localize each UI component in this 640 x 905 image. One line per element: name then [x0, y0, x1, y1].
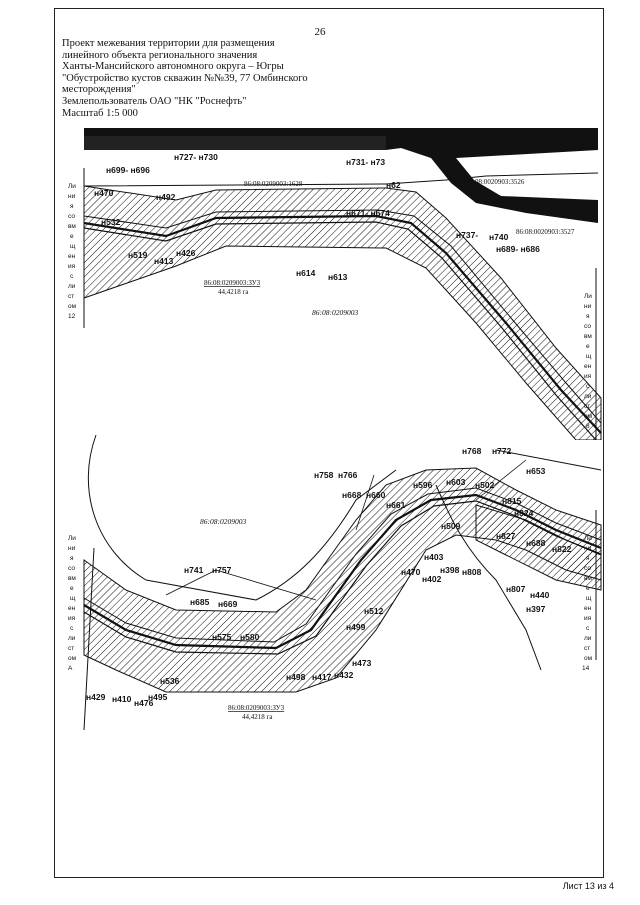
- point-label: н685: [190, 597, 210, 607]
- point-label: н473: [352, 658, 372, 668]
- point-label: н492: [156, 192, 176, 202]
- svg-text:с: с: [586, 625, 590, 632]
- point-label: н575: [212, 632, 232, 642]
- top-map-fragment: [56, 128, 602, 440]
- parcel-number-zu3: 86:08:0209003:ЗУ3: [204, 279, 261, 287]
- cadastral-quarter: 86:08:0209003: [200, 517, 247, 526]
- svg-text:вм: вм: [584, 333, 592, 340]
- point-label: н426: [176, 248, 196, 258]
- point-label: н519: [128, 250, 148, 260]
- point-label: н689- н686: [496, 244, 540, 254]
- point-label: н512: [364, 606, 384, 616]
- svg-text:со: со: [584, 323, 591, 330]
- point-label: н410: [112, 694, 132, 704]
- svg-text:Ли: Ли: [584, 535, 592, 542]
- point-label: н498: [286, 672, 306, 682]
- svg-text:8: 8: [586, 423, 590, 430]
- parcel-number-zu3: 86:08:0209003:ЗУ3: [228, 704, 285, 712]
- point-label: н509: [441, 521, 461, 531]
- svg-text:ом: ом: [68, 655, 77, 662]
- point-label: н502: [475, 480, 495, 490]
- svg-text:ен: ен: [584, 605, 592, 612]
- match-line-label-left: [68, 183, 77, 320]
- point-label: н741: [184, 565, 204, 575]
- svg-text:ст: ст: [68, 645, 75, 652]
- svg-text:вм: вм: [68, 223, 76, 230]
- parcel-number: 86:08:0020903:3526: [466, 178, 525, 186]
- svg-text:с: с: [70, 273, 74, 280]
- point-label: н668: [342, 490, 362, 500]
- point-label: н768: [462, 446, 482, 456]
- point-label: н661: [386, 500, 406, 510]
- point-label: н669: [218, 599, 238, 609]
- point-label: н740: [489, 232, 509, 242]
- point-label: н398: [440, 565, 460, 575]
- point-label: н822: [552, 544, 572, 554]
- title-line-3: Ханты-Мансийского автономного округа – Югры: [62, 61, 284, 73]
- point-label: н653: [526, 466, 546, 476]
- svg-text:ом: ом: [584, 655, 593, 662]
- point-label: н699- н696: [106, 165, 150, 175]
- cadastral-quarter: 86:08:0209003: [312, 308, 359, 317]
- svg-text:А: А: [68, 665, 73, 672]
- svg-text:с: с: [586, 383, 590, 390]
- point-label: н62: [386, 180, 401, 190]
- svg-text:е: е: [70, 585, 74, 592]
- match-line-label-left: [68, 535, 77, 672]
- svg-text:ом: ом: [584, 413, 593, 420]
- svg-text:вм: вм: [584, 575, 592, 582]
- point-label: н727- н730: [174, 152, 218, 162]
- svg-text:ия: ия: [584, 615, 592, 622]
- svg-text:ия: ия: [584, 373, 592, 380]
- svg-text:Ли: Ли: [68, 535, 76, 542]
- point-label: н580: [240, 632, 260, 642]
- svg-text:14: 14: [582, 665, 590, 672]
- point-label: н470: [401, 567, 421, 577]
- bottom-map-fragment: [56, 430, 602, 730]
- svg-text:ия: ия: [68, 615, 76, 622]
- point-label: н758: [314, 470, 334, 480]
- point-label: н499: [346, 622, 366, 632]
- point-label: н815: [502, 496, 522, 506]
- svg-text:с: с: [70, 625, 74, 632]
- point-label: н536: [160, 676, 180, 686]
- point-label: н731- н73: [346, 157, 386, 167]
- svg-text:ни: ни: [584, 303, 592, 310]
- point-label: н417: [312, 672, 332, 682]
- point-label: н737-: [456, 230, 479, 240]
- parcel-number: 86:08:0209003:1628: [244, 180, 303, 188]
- svg-text:ни: ни: [584, 545, 592, 552]
- svg-text:ен: ен: [68, 605, 76, 612]
- parcel-number: 86:08:0020903:3527: [516, 228, 575, 236]
- point-label: н827: [496, 531, 516, 541]
- point-label: н772: [492, 446, 512, 456]
- point-label: н671- н674: [346, 208, 390, 218]
- svg-text:щ: щ: [70, 595, 76, 602]
- point-label: н432: [334, 670, 354, 680]
- svg-text:ли: ли: [584, 393, 592, 400]
- title-line-1: Проект межевания территории для размещения: [62, 38, 275, 49]
- terrain-contour: [496, 450, 601, 470]
- svg-text:щ: щ: [70, 243, 76, 250]
- svg-text:я: я: [586, 313, 590, 320]
- point-label: н660: [366, 490, 386, 500]
- svg-text:Ли: Ли: [68, 183, 76, 190]
- svg-text:ен: ен: [584, 363, 592, 370]
- point-label: н429: [86, 692, 106, 702]
- point-label: н397: [526, 604, 546, 614]
- svg-text:е: е: [70, 233, 74, 240]
- svg-text:Ли: Ли: [584, 293, 592, 300]
- svg-text:ни: ни: [68, 193, 76, 200]
- page-number: 26: [314, 26, 326, 38]
- parcel-area: 44,4218 га: [218, 288, 249, 296]
- point-label: н403: [424, 552, 444, 562]
- point-label: н413: [154, 256, 174, 266]
- svg-text:щ: щ: [586, 595, 592, 602]
- svg-text:ни: ни: [68, 545, 76, 552]
- svg-text:ия: ия: [68, 263, 76, 270]
- svg-text:я: я: [586, 555, 590, 562]
- svg-text:ст: ст: [68, 293, 75, 300]
- svg-text:со: со: [584, 565, 591, 572]
- drawing-title-block: [62, 38, 362, 119]
- point-label: н807: [506, 584, 526, 594]
- point-label: н613: [328, 272, 348, 282]
- point-label: н440: [530, 590, 550, 600]
- point-label: н808: [462, 567, 482, 577]
- svg-text:е: е: [586, 585, 590, 592]
- sheet-counter: Лист 13 из 4: [562, 881, 614, 891]
- svg-text:со: со: [68, 213, 75, 220]
- svg-text:ен: ен: [68, 253, 76, 260]
- svg-text:е: е: [586, 343, 590, 350]
- svg-text:ли: ли: [68, 283, 76, 290]
- title-line-5: месторождения": [62, 84, 136, 96]
- point-label: н532: [101, 217, 121, 227]
- point-label: н688: [526, 538, 546, 548]
- svg-text:со: со: [68, 565, 75, 572]
- title-line-2: линейного объекта регионального значения: [62, 49, 258, 61]
- svg-text:ст: ст: [584, 645, 591, 652]
- point-label: н476: [134, 698, 154, 708]
- point-label: н495: [148, 692, 168, 702]
- point-label: н603: [446, 477, 466, 487]
- svg-text:ом: ом: [68, 303, 77, 310]
- svg-text:я: я: [70, 555, 74, 562]
- point-label: н757: [212, 565, 232, 575]
- land-user: Землепользователь ОАО "НК "Роснефть": [62, 95, 247, 107]
- point-label: н766: [338, 470, 358, 480]
- svg-text:щ: щ: [586, 353, 592, 360]
- svg-text:я: я: [70, 203, 74, 210]
- existing-road-band: [84, 136, 386, 150]
- point-label: н614: [296, 268, 316, 278]
- scale: Масштаб 1:5 000: [62, 107, 138, 119]
- svg-text:12: 12: [68, 313, 76, 320]
- point-label: н470: [94, 188, 114, 198]
- svg-text:ли: ли: [584, 635, 592, 642]
- point-label: н402: [422, 574, 442, 584]
- title-line-4: "Обустройство кустов скважин №№39, 77 Омбинского: [62, 72, 308, 84]
- point-label: н824: [514, 508, 534, 518]
- svg-text:вм: вм: [68, 575, 76, 582]
- point-label: н596: [413, 480, 433, 490]
- allotment-zone-hatched: [84, 468, 601, 692]
- svg-text:ст: ст: [584, 403, 591, 410]
- svg-text:ли: ли: [68, 635, 76, 642]
- parcel-area: 44,4218 га: [242, 713, 273, 721]
